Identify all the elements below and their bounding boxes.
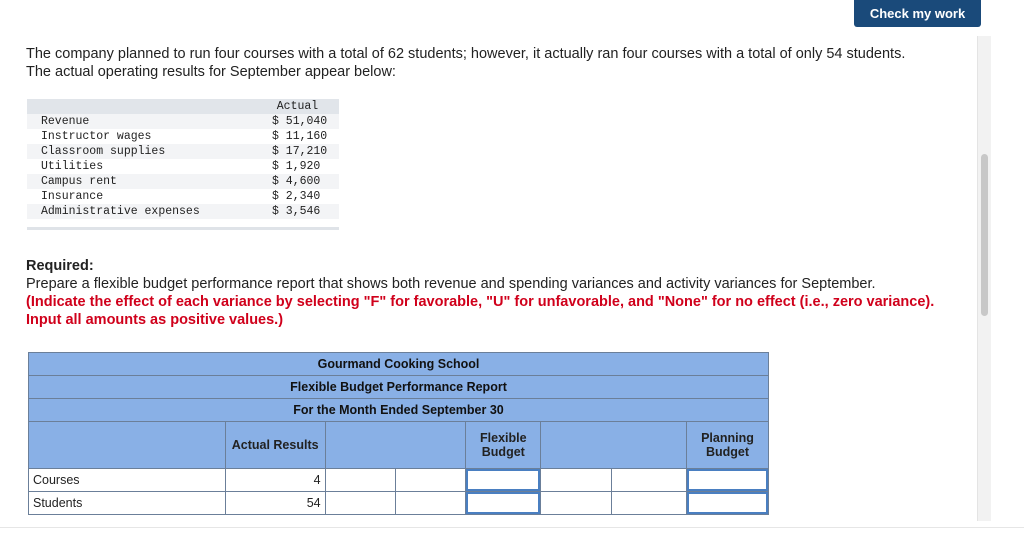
table-row <box>27 114 339 129</box>
row-label: Administrative expenses <box>27 204 256 219</box>
scrollbar[interactable] <box>977 36 991 521</box>
row-label: Courses <box>29 469 226 492</box>
table-row <box>29 469 769 492</box>
flexible-budget-report <box>28 352 769 515</box>
table-row <box>27 174 339 189</box>
problem-intro: The company planned to run four courses with a total of 62 students; however, it actually ran four courses with a total of only 54 students. The actual operating results for September appear below: <box>26 46 906 80</box>
variance-amount-input[interactable] <box>325 469 396 492</box>
required-instruction: (Indicate the effect of each variance by selecting "F" for favorable, "U" for unfavorable, and "None" for no effect (i.e., zero variance). Input all amounts as positive values.) <box>26 294 935 328</box>
actual-results-table <box>27 99 339 219</box>
row-label: Classroom supplies <box>27 144 256 159</box>
report-title: Flexible Budget Performance Report <box>29 376 769 399</box>
actual-value: 54 <box>225 492 325 515</box>
row-value: $ 3,546 <box>256 204 339 219</box>
variance-header-input[interactable] <box>325 422 466 469</box>
actual-column-header: Actual <box>256 99 339 114</box>
table-bottom-rule <box>27 227 339 230</box>
planning-budget-input[interactable] <box>686 469 768 492</box>
variance-amount-input[interactable] <box>325 492 396 515</box>
row-value: $ 11,160 <box>256 129 339 144</box>
required-title: Required: <box>26 258 94 274</box>
flexible-budget-input[interactable] <box>466 469 541 492</box>
table-row <box>27 204 339 219</box>
row-value: $ 1,920 <box>256 159 339 174</box>
planning-budget-header: Planning Budget <box>686 422 768 469</box>
required-text: Prepare a flexible budget performance report that shows both revenue and spending variances and activity variances for September. <box>26 276 876 292</box>
variance-effect-input[interactable] <box>612 492 687 515</box>
required-section <box>26 257 966 329</box>
report-period: For the Month Ended September 30 <box>29 399 769 422</box>
check-my-work-button[interactable]: Check my work <box>854 0 981 27</box>
row-label: Instructor wages <box>27 129 256 144</box>
variance-effect-input[interactable] <box>396 492 466 515</box>
table-row <box>27 189 339 204</box>
row-value: $ 4,600 <box>256 174 339 189</box>
table-row <box>27 129 339 144</box>
variance-effect-input[interactable] <box>396 469 466 492</box>
row-label: Insurance <box>27 189 256 204</box>
scrollbar-thumb[interactable] <box>981 154 988 316</box>
flexible-budget-input[interactable] <box>466 492 541 515</box>
variance-effect-input[interactable] <box>612 469 687 492</box>
row-value: $ 17,210 <box>256 144 339 159</box>
variance-amount-input[interactable] <box>541 492 612 515</box>
flexible-budget-header: Flexible Budget <box>466 422 541 469</box>
row-label: Utilities <box>27 159 256 174</box>
row-label: Campus rent <box>27 174 256 189</box>
bottom-toolbar <box>0 527 1024 552</box>
variance-amount-input[interactable] <box>541 469 612 492</box>
label-column-header <box>29 422 226 469</box>
row-value: $ 2,340 <box>256 189 339 204</box>
row-label: Revenue <box>27 114 256 129</box>
row-label: Students <box>29 492 226 515</box>
report-company: Gourmand Cooking School <box>29 353 769 376</box>
planning-budget-input[interactable] <box>686 492 768 515</box>
variance-header-input[interactable] <box>541 422 687 469</box>
actual-results-header: Actual Results <box>225 422 325 469</box>
actual-value: 4 <box>225 469 325 492</box>
row-value: $ 51,040 <box>256 114 339 129</box>
table-row <box>29 492 769 515</box>
table-header-blank <box>27 99 256 114</box>
table-row <box>27 159 339 174</box>
table-row <box>27 144 339 159</box>
